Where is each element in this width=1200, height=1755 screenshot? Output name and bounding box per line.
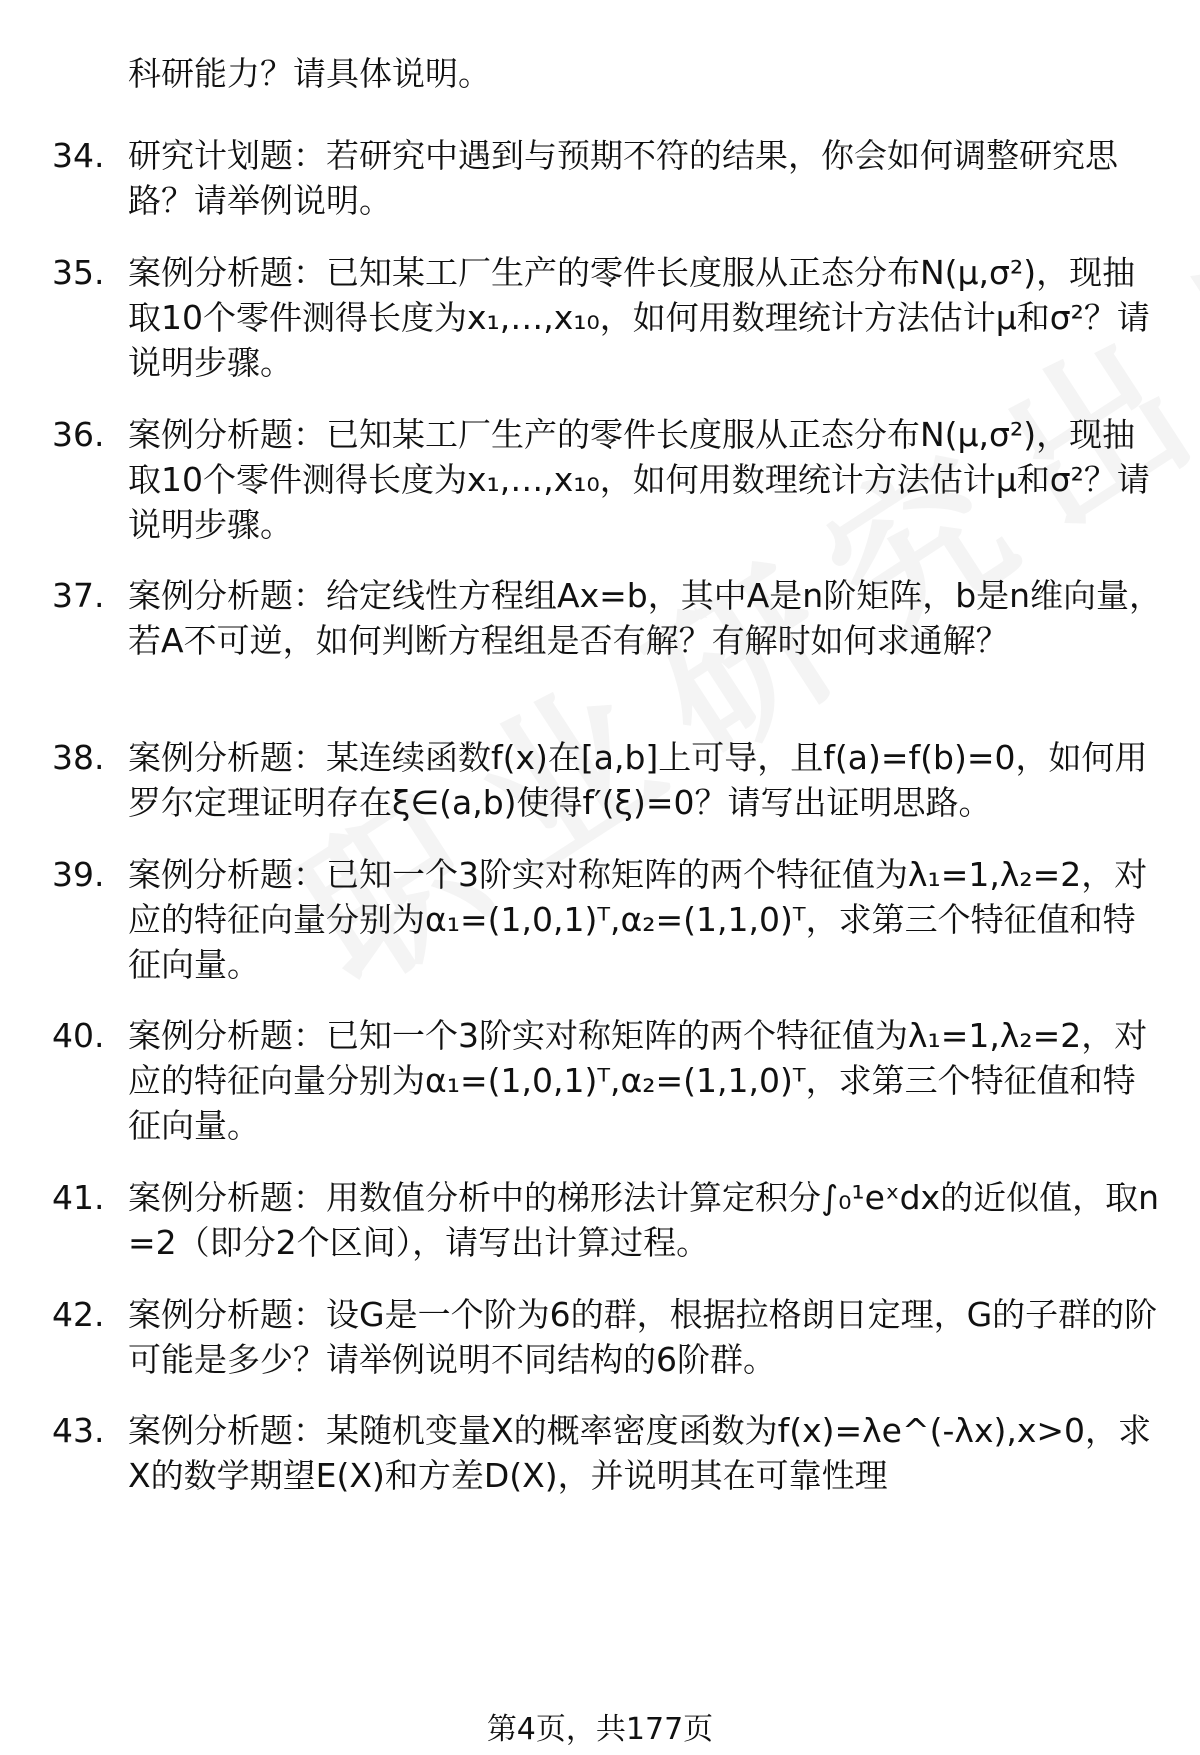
question-text: 案例分析题：用数值分析中的梯形法计算定积分∫₀¹eˣdx的近似值，取n=2（即分2个区间），请写出计算过程。 xyxy=(128,1178,1159,1262)
question-number: 43. xyxy=(52,1411,105,1450)
question-text: 案例分析题：已知一个3阶实对称矩阵的两个特征值为λ₁=1,λ₂=2，对应的特征向量分别为α₁=(1,0,1)ᵀ,α₂=(1,1,0)ᵀ，求第三个特征值和特征向量。 xyxy=(128,1016,1148,1145)
question-number: 34. xyxy=(52,136,105,175)
question-text: 研究计划题：若研究中遇到与预期不符的结果，你会如何调整研究思路？请举例说明。 xyxy=(128,136,1118,220)
page-footer: 第4页，共177页 xyxy=(486,1712,714,1747)
question-text: 案例分析题：给定线性方程组Ax=b，其中A是n阶矩阵，b是n维向量，若A不可逆，如何判断方程组是否有解？有解时如何求通解？ xyxy=(128,576,1163,660)
question-text: 案例分析题：已知一个3阶实对称矩阵的两个特征值为λ₁=1,λ₂=2，对应的特征向量分别为α₁=(1,0,1)ᵀ,α₂=(1,1,0)ᵀ，求第三个特征值和特征向量。 xyxy=(128,855,1148,984)
question-text: 案例分析题：已知某工厂生产的零件长度服从正态分布N(μ,σ²)，现抽取10个零件测得长度为x₁,…,x₁₀，如何用数理统计方法估计μ和σ²？请说明步骤。 xyxy=(128,415,1150,544)
question-text: 案例分析题：设G是一个阶为6的群，根据拉格朗日定理，G的子群的阶可能是多少？请举例说明不同结构的6阶群。 xyxy=(128,1295,1158,1379)
question-text: 案例分析题：某随机变量X的概率密度函数为f(x)=λe^(-λx),x>0，求X的数学期望E(X)和方差D(X)，并说明其在可靠性理 xyxy=(128,1411,1152,1495)
lead-text: 科研能力？请具体说明。 xyxy=(128,54,491,93)
question-number: 40. xyxy=(52,1016,105,1055)
question-text: 案例分析题：已知某工厂生产的零件长度服从正态分布N(μ,σ²)，现抽取10个零件测得长度为x₁,…,x₁₀，如何用数理统计方法估计μ和σ²？请说明步骤。 xyxy=(128,253,1150,382)
question-number: 37. xyxy=(52,576,105,615)
question-number: 41. xyxy=(52,1178,105,1217)
question-number: 36. xyxy=(52,415,105,454)
question-number: 39. xyxy=(52,855,105,894)
question-number: 38. xyxy=(52,738,105,777)
question-number: 42. xyxy=(52,1295,105,1334)
question-number: 35. xyxy=(52,253,105,292)
question-text: 案例分析题：某连续函数f(x)在[a,b]上可导，且f(a)=f(b)=0，如何用罗尔定理证明存在ξ∈(a,b)使得f′(ξ)=0？请写出证明思路。 xyxy=(128,738,1148,822)
